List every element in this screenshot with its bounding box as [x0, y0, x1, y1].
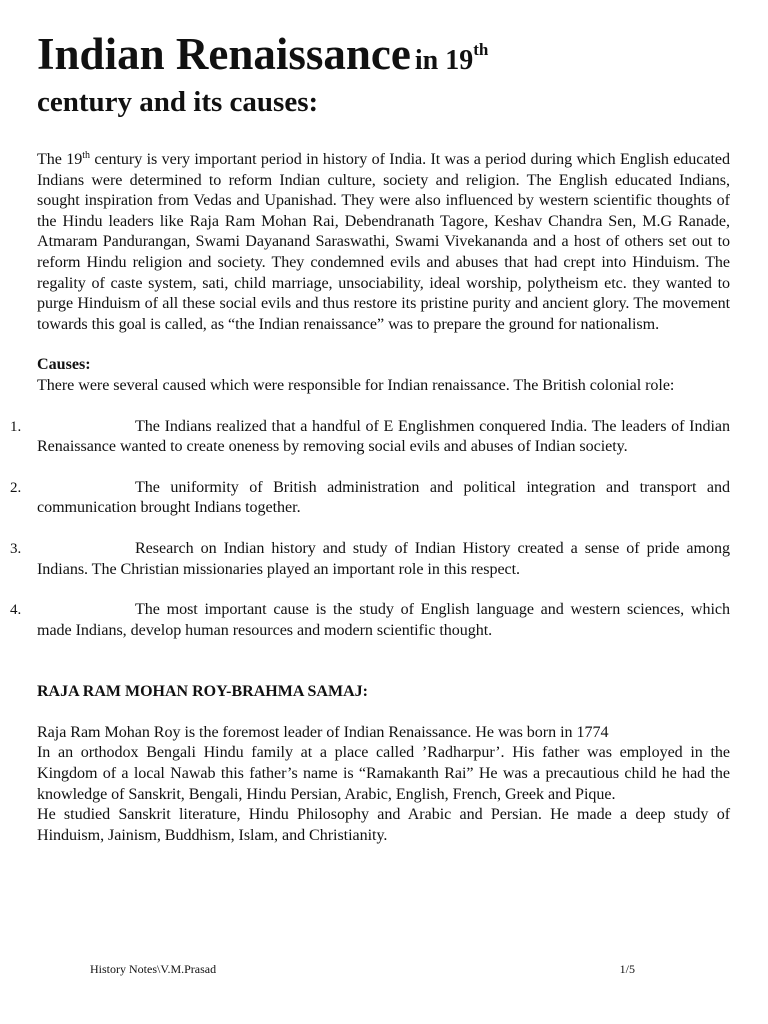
list-number: 3. — [10, 540, 22, 557]
intro-paragraph — [37, 150, 730, 335]
section-heading-roy: RAJA RAM MOHAN ROY-BRAHMA SAMAJ: — [37, 683, 368, 701]
list-item — [10, 417, 730, 458]
list-item — [10, 478, 730, 519]
causes-intro: There were several caused which were responsible for Indian renaissance. The British colonial role: — [37, 376, 675, 394]
roy-paragraph-2: He studied Sanskrit literature, Hindu Philosophy and Arabic and Persian. He made a deep study of Hinduism, Jainism, Buddhism, Islam, and Christianity. — [37, 806, 730, 844]
list-item — [10, 539, 730, 580]
list-text: The uniformity of British administration and political integration and transport and communication brought Indians together. — [37, 478, 730, 517]
causes-heading: Causes: — [37, 356, 91, 374]
footer-author: History Notes\V.M.Prasad — [90, 962, 217, 976]
title-main: Indian Renaissance — [37, 29, 411, 79]
roy-paragraph-1: In an orthodox Bengali Hindu family at a place called ’Radharpur’. His father was employed in the Kingdom of a local Nawab this father’s name is “Ramakanth Rai” He was a precautious child he had the knowledge of Sanskrit, Bengali, Hindu Persian, Arabic, English, French, Greek and Pique. — [37, 744, 730, 803]
page-subtitle: century and its causes: — [37, 86, 319, 118]
document-page — [10, 28, 730, 846]
intro-body: century is very important period in history of India. It was a period during which English educated Indians were determined to reform Indian culture, society and religion. The English educated Indians, sought inspiration from Vedas and Upanishad. They were also influenced by western scientific thoughts of the Hindu leaders like Raja Ram Mohan Rai, Debendranath Tagore, Keshav Chandra Sen, M.G Ranade, Atmaram Pandurangan, Swami Dayanand Saraswathi, Swami Vivekananda and a host of others set out to reform Hindu religion and society. They condemned evils and abuses that had crept into Hinduism. The regality of caste system, sati, child marriage, unsociability, ideal worship, polytheism etc. they wanted to purge Hinduism of all these social evils and thus restore its pristine purity and ancient glory. The movement towards this goal is called, as “the Indian renaissance” was to prepare the ground for nationalism. — [37, 151, 730, 333]
list-item — [10, 600, 730, 641]
page-footer — [90, 962, 635, 976]
intro-pre: The 19 — [37, 151, 83, 168]
intro-superscript: th — [82, 150, 90, 161]
list-text: Research on Indian history and study of Indian History created a sense of pride among Indians. The Christian missionaries played an important role in this respect. — [37, 539, 730, 578]
list-number: 4. — [10, 602, 22, 619]
list-number: 2. — [10, 479, 22, 496]
list-text: The most important cause is the study of English language and western sciences, which made Indians, develop human resources and modern scientific thought. — [37, 601, 730, 639]
title-suffix — [414, 40, 489, 76]
title-superscript: th — [473, 40, 489, 59]
list-text: The Indians realized that a handful of E Englishmen conquered India. The leaders of Indian Renaissance wanted to create oneness by removing social evils and abuses of Indian society. — [37, 417, 730, 456]
page-number: 1/5 — [619, 962, 635, 976]
list-number: 1. — [10, 418, 22, 435]
roy-line: Raja Ram Mohan Roy is the foremost leader of Indian Renaissance. He was born in 1774 — [37, 723, 609, 741]
title-suffix-text: in 19 — [414, 45, 474, 76]
page-title — [37, 28, 730, 80]
